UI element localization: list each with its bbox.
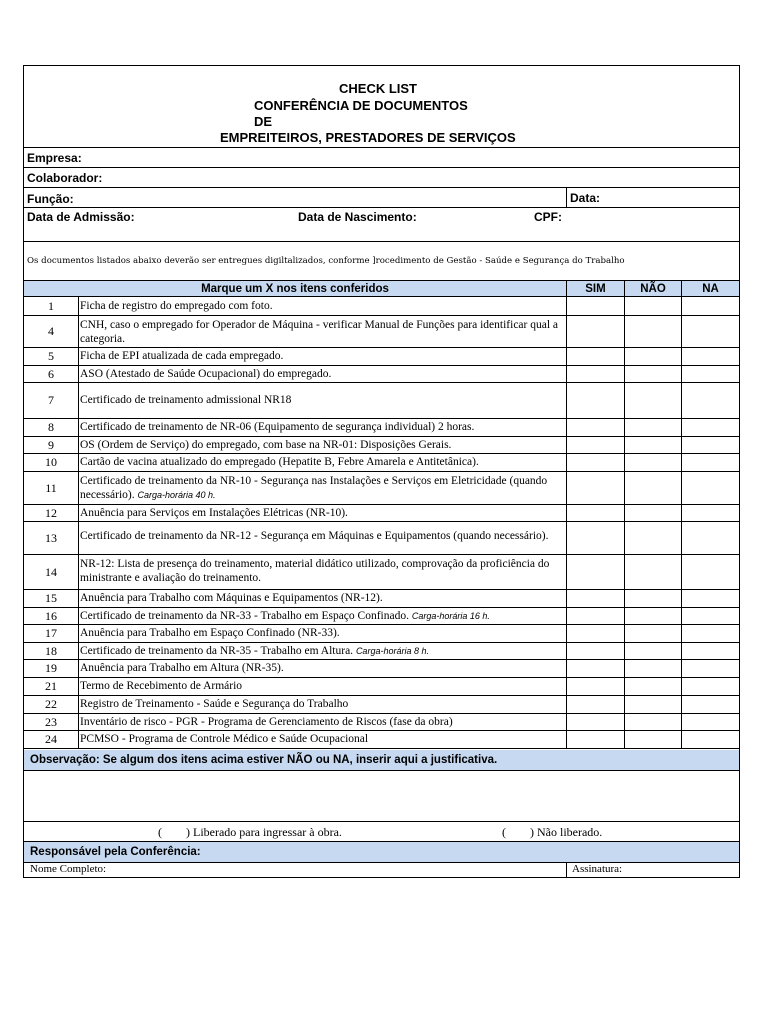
item-number: 17	[45, 626, 57, 640]
table-row	[24, 437, 739, 454]
table-row	[24, 625, 739, 643]
data-label: Data:	[570, 191, 601, 205]
mark-nao-cell[interactable]	[625, 660, 681, 677]
table-row	[24, 696, 739, 714]
mark-na-cell[interactable]	[682, 643, 739, 659]
item-text: Certificado de treinamento da NR-10 - Segurança nas Instalações e Serviços em Eletricidade (quando necessário).	[80, 475, 548, 501]
item-number: 14	[45, 565, 57, 579]
item-text: Anuência para Trabalho em Altura (NR-35).	[80, 662, 284, 674]
table-row	[24, 731, 739, 749]
item-description	[80, 678, 566, 695]
mark-nao-cell[interactable]	[625, 678, 681, 695]
table-row	[24, 348, 739, 366]
mark-sim-cell[interactable]	[567, 555, 624, 589]
table-header-label: Marque um X nos itens conferidos	[201, 283, 389, 295]
mark-na-cell[interactable]	[682, 678, 739, 695]
table-row	[24, 678, 739, 696]
mark-nao-cell[interactable]	[625, 348, 681, 365]
liberacao-row	[24, 822, 739, 842]
mark-nao-cell[interactable]	[625, 590, 681, 607]
item-description	[80, 474, 566, 502]
item-text: Ficha de registro do empregado com foto.	[80, 300, 273, 312]
title-block	[24, 66, 739, 148]
item-number: 11	[45, 481, 57, 495]
table-row	[24, 590, 739, 608]
mark-sim-cell[interactable]	[567, 731, 624, 748]
item-description	[80, 505, 566, 521]
mark-nao-cell[interactable]	[625, 731, 681, 748]
nome-completo-label: Nome Completo:	[30, 863, 107, 875]
mark-na-cell[interactable]	[682, 505, 739, 521]
item-text: Registro de Treinamento - Saúde e Segurança do Trabalho	[80, 698, 349, 710]
table-row	[24, 472, 739, 505]
item-text: Anuência para Serviços em Instalações Elétricas (NR-10).	[80, 507, 348, 519]
title-check-list: CHECK LIST	[339, 81, 417, 96]
item-text: Certificado de treinamento admissional NR18	[80, 394, 292, 406]
item-text: Inventário de risco - PGR - Programa de Gerenciamento de Riscos (fase da obra)	[80, 716, 453, 728]
table-row	[24, 419, 739, 437]
item-text: Certificado de treinamento de NR-06 (Equipamento de segurança individual) 2 horas.	[80, 421, 475, 433]
mark-sim-cell[interactable]	[567, 419, 624, 436]
mark-na-cell[interactable]	[682, 625, 739, 642]
table-row	[24, 643, 739, 660]
mark-na-cell[interactable]	[682, 714, 739, 730]
cpf-label: CPF:	[534, 210, 562, 224]
item-number: 10	[45, 455, 57, 469]
mark-na-cell[interactable]	[682, 366, 739, 382]
item-number: 18	[45, 644, 57, 658]
empresa-label: Empresa:	[27, 151, 82, 165]
data-nascimento-label: Data de Nascimento:	[298, 210, 417, 224]
item-text: Anuência para Trabalho em Espaço Confinado (NR-33).	[80, 627, 340, 639]
mark-na-cell[interactable]	[682, 731, 739, 748]
mark-sim-cell[interactable]	[567, 678, 624, 695]
mark-na-cell[interactable]	[682, 454, 739, 471]
item-number: 16	[45, 609, 57, 623]
nao-liberado-checkbox[interactable]: ( ) Não liberado.	[502, 825, 603, 839]
mark-na-cell[interactable]	[682, 608, 739, 624]
mark-na-cell[interactable]	[682, 383, 739, 418]
item-description	[80, 590, 566, 607]
table-row	[24, 297, 739, 316]
mark-sim-cell[interactable]	[567, 297, 624, 315]
item-description	[80, 348, 566, 365]
responsavel-row	[24, 842, 739, 863]
item-text: Anuência para Trabalho com Máquinas e Equipamentos (NR-12).	[80, 592, 383, 604]
item-description	[80, 714, 566, 730]
mark-sim-cell[interactable]	[567, 625, 624, 642]
item-number: 1	[48, 299, 54, 313]
table-row	[24, 383, 739, 419]
mark-nao-cell[interactable]	[625, 555, 681, 589]
item-text: Certificado de treinamento da NR-35 - Trabalho em Altura.	[80, 645, 354, 657]
table-row	[24, 316, 739, 348]
mark-sim-cell[interactable]	[567, 660, 624, 677]
mark-sim-cell[interactable]	[567, 383, 624, 418]
mark-sim-cell[interactable]	[567, 696, 624, 713]
item-number: 19	[45, 661, 57, 675]
mark-na-cell[interactable]	[682, 472, 739, 504]
item-number: 13	[45, 531, 57, 545]
data-admissao-label: Data de Admissão:	[27, 210, 135, 224]
mark-sim-cell[interactable]	[567, 366, 624, 382]
mark-na-cell[interactable]	[682, 437, 739, 453]
mark-sim-cell[interactable]	[567, 454, 624, 471]
mark-na-cell[interactable]	[682, 555, 739, 589]
assinatura-label: Assinatura:	[572, 863, 623, 875]
item-number: 5	[48, 349, 54, 363]
item-workload-note: Carga-horária 16 h.	[411, 611, 490, 621]
colaborador-label: Colaborador:	[27, 171, 103, 185]
item-number: 21	[45, 679, 57, 693]
item-description	[80, 437, 566, 453]
checklist-form	[23, 65, 740, 878]
item-description	[80, 522, 566, 551]
mark-sim-cell[interactable]	[567, 643, 624, 659]
item-text: PCMSO - Programa de Controle Médico e Saúde Ocupacional	[80, 733, 369, 745]
item-number: 6	[48, 367, 54, 381]
table-header	[24, 281, 739, 297]
table-row	[24, 555, 739, 590]
item-text: Termo de Recebimento de Armário	[80, 680, 243, 692]
table-row	[24, 608, 739, 625]
item-number: 8	[48, 420, 54, 434]
table-row	[24, 660, 739, 678]
mark-nao-cell[interactable]	[625, 454, 681, 471]
item-description	[80, 297, 566, 315]
item-number: 23	[45, 715, 57, 729]
mark-nao-cell[interactable]	[625, 383, 681, 418]
item-description	[80, 454, 566, 471]
mark-na-cell[interactable]	[682, 590, 739, 607]
table-row	[24, 522, 739, 555]
mark-sim-cell[interactable]	[567, 472, 624, 504]
col-na-header: NA	[702, 283, 719, 295]
mark-sim-cell[interactable]	[567, 348, 624, 365]
mark-sim-cell[interactable]	[567, 316, 624, 347]
liberado-checkbox[interactable]: ( ) Liberado para ingressar à obra.	[158, 825, 342, 839]
mark-na-cell[interactable]	[682, 316, 739, 347]
mark-nao-cell[interactable]	[625, 714, 681, 730]
instructions-row	[24, 242, 739, 281]
item-workload-note: Carga-horária 8 h.	[355, 646, 429, 656]
title-conferencia: CONFERÊNCIA DE DOCUMENTOS	[254, 98, 468, 113]
mark-na-cell[interactable]	[682, 660, 739, 677]
item-workload-note: Carga-horária 40 h.	[137, 490, 216, 500]
item-number: 22	[45, 697, 57, 711]
mark-nao-cell[interactable]	[625, 366, 681, 382]
item-description	[80, 660, 566, 677]
mark-nao-cell[interactable]	[625, 643, 681, 659]
item-description	[80, 557, 566, 585]
item-description	[80, 366, 566, 382]
item-text: Cartão de vacina atualizado do empregado (Hepatite B, Febre Amarela e Antitetânica).	[80, 456, 479, 468]
mark-na-cell[interactable]	[682, 348, 739, 365]
mark-na-cell[interactable]	[682, 297, 739, 315]
item-number: 4	[48, 324, 54, 338]
mark-sim-cell[interactable]	[567, 437, 624, 453]
mark-nao-cell[interactable]	[625, 608, 681, 624]
mark-nao-cell[interactable]	[625, 297, 681, 315]
mark-sim-cell[interactable]	[567, 590, 624, 607]
item-number: 15	[45, 591, 57, 605]
mark-nao-cell[interactable]	[625, 419, 681, 436]
admissao-row	[24, 208, 739, 242]
mark-na-cell[interactable]	[682, 696, 739, 713]
colaborador-row	[24, 168, 739, 188]
mark-nao-cell[interactable]	[625, 522, 681, 554]
table-row	[24, 454, 739, 472]
mark-sim-cell[interactable]	[567, 608, 624, 624]
col-sim-header: SIM	[585, 283, 606, 295]
title-de: DE	[254, 114, 273, 129]
table-row	[24, 505, 739, 522]
mark-sim-cell[interactable]	[567, 714, 624, 730]
assinatura-row	[24, 863, 739, 877]
mark-na-cell[interactable]	[682, 522, 739, 554]
mark-nao-cell[interactable]	[625, 316, 681, 347]
mark-nao-cell[interactable]	[625, 625, 681, 642]
item-description	[80, 608, 566, 624]
mark-nao-cell[interactable]	[625, 437, 681, 453]
item-description	[80, 696, 566, 713]
item-number: 12	[45, 506, 57, 520]
funcao-label: Função:	[27, 192, 74, 206]
item-description	[80, 643, 566, 659]
observacao-row	[24, 750, 739, 771]
item-description	[80, 318, 566, 346]
item-text: ASO (Atestado de Saúde Ocupacional) do empregado.	[80, 368, 332, 380]
item-text: Certificado de treinamento da NR-12 - Segurança em Máquinas e Equipamentos (quando necessário).	[80, 530, 549, 542]
title-empreiteiros: EMPREITEIROS, PRESTADORES DE SERVIÇOS	[220, 130, 516, 145]
item-description	[80, 731, 566, 748]
observacao-label: Observação: Se algum dos itens acima estiver NÃO ou NA, inserir aqui a justificativa.	[30, 754, 498, 766]
item-text: NR-12: Lista de presença do treinamento, material didático utilizado, comprovação da proficiência do ministrante e avaliação do treinamento.	[80, 558, 550, 584]
responsavel-label: Responsável pela Conferência:	[30, 846, 201, 858]
item-text: Certificado de treinamento da NR-33 - Trabalho em Espaço Confinado.	[80, 610, 409, 622]
item-number: 7	[48, 393, 54, 407]
mark-nao-cell[interactable]	[625, 472, 681, 504]
mark-sim-cell[interactable]	[567, 522, 624, 554]
item-number: 24	[45, 732, 57, 746]
table-row	[24, 714, 739, 731]
item-description	[80, 419, 566, 436]
mark-nao-cell[interactable]	[625, 696, 681, 713]
empresa-row	[24, 148, 739, 168]
item-description	[80, 383, 566, 418]
mark-na-cell[interactable]	[682, 419, 739, 436]
instructions-text: Os documentos listados abaixo deverão ser entregues digiltalizados, conforme ]rocedimento de Gestão - Saúde e Segurança do Trabalho	[27, 256, 625, 266]
mark-sim-cell[interactable]	[567, 505, 624, 521]
col-nao-header: NÃO	[640, 283, 666, 295]
item-text: OS (Ordem de Serviço) do empregado, com base na NR-01: Disposições Gerais.	[80, 439, 452, 451]
item-text: Ficha de EPI atualizada de cada empregado.	[80, 350, 284, 362]
item-description	[80, 625, 566, 642]
item-text: CNH, caso o empregado for Operador de Máquina - verificar Manual de Funções para identificar qual a categoria.	[80, 319, 559, 345]
observacao-field[interactable]	[24, 771, 739, 822]
item-number: 9	[48, 438, 54, 452]
table-row	[24, 366, 739, 383]
funcao-row	[24, 188, 739, 208]
mark-nao-cell[interactable]	[625, 505, 681, 521]
